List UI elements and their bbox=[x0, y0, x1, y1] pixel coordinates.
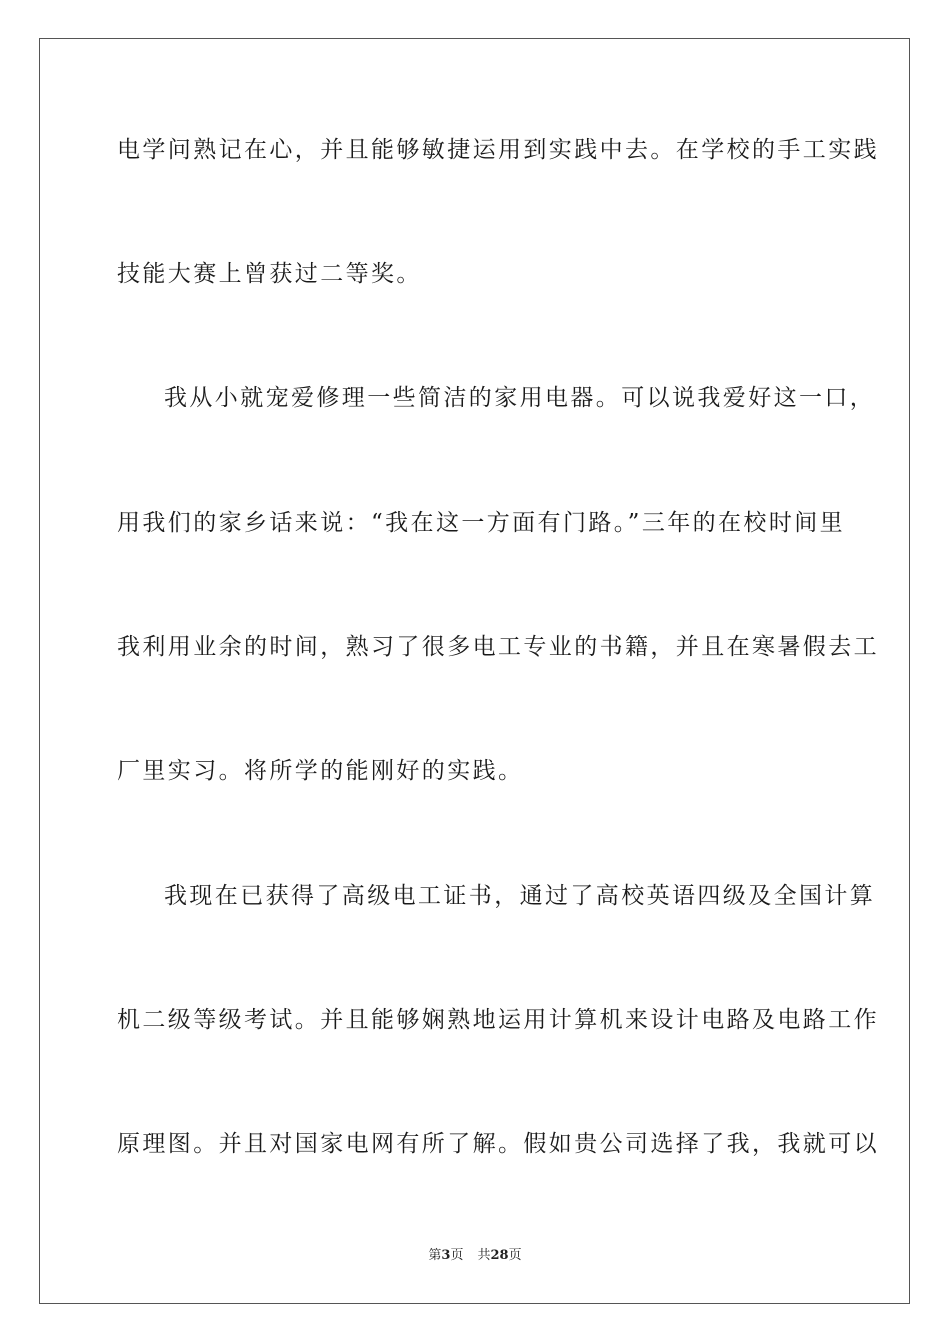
page-current: 3 bbox=[441, 1248, 451, 1263]
text-line-6: 厂里实习。将所学的能刚好的实践。 bbox=[117, 758, 524, 784]
text-line-9: 原理图。并且对国家电网有所了解。假如贵公司选择了我，我就可以 bbox=[117, 1131, 879, 1157]
text-line-3: 我从小就宠爱修理一些简洁的家用电器。可以说我爱好这一口， bbox=[164, 385, 876, 411]
text-line-5: 我利用业余的时间，熟习了很多电工专业的书籍，并且在寒暑假去工 bbox=[117, 634, 879, 660]
page-suffix: 页 bbox=[450, 1248, 464, 1263]
text-line-7: 我现在已获得了高级电工证书，通过了高校英语四级及全国计算 bbox=[164, 883, 876, 909]
page-footer bbox=[0, 1247, 950, 1265]
text-line-1: 电学问熟记在心，并且能够敏捷运用到实践中去。在学校的手工实践 bbox=[117, 137, 879, 163]
page-border bbox=[39, 38, 910, 1304]
total-prefix: 共 bbox=[477, 1248, 491, 1263]
text-line-2: 技能大赛上曾获过二等奖。 bbox=[117, 261, 422, 287]
text-line-8: 机二级等级考试。并且能够娴熟地运用计算机来设计电路及电路工作 bbox=[117, 1007, 879, 1033]
total-suffix: 页 bbox=[508, 1248, 522, 1263]
page-total: 28 bbox=[490, 1248, 509, 1263]
text-line-4: 用我们的家乡话来说：“我在这一方面有门路。”三年的在校时间里 bbox=[117, 510, 846, 536]
page-prefix: 第 bbox=[428, 1248, 442, 1263]
